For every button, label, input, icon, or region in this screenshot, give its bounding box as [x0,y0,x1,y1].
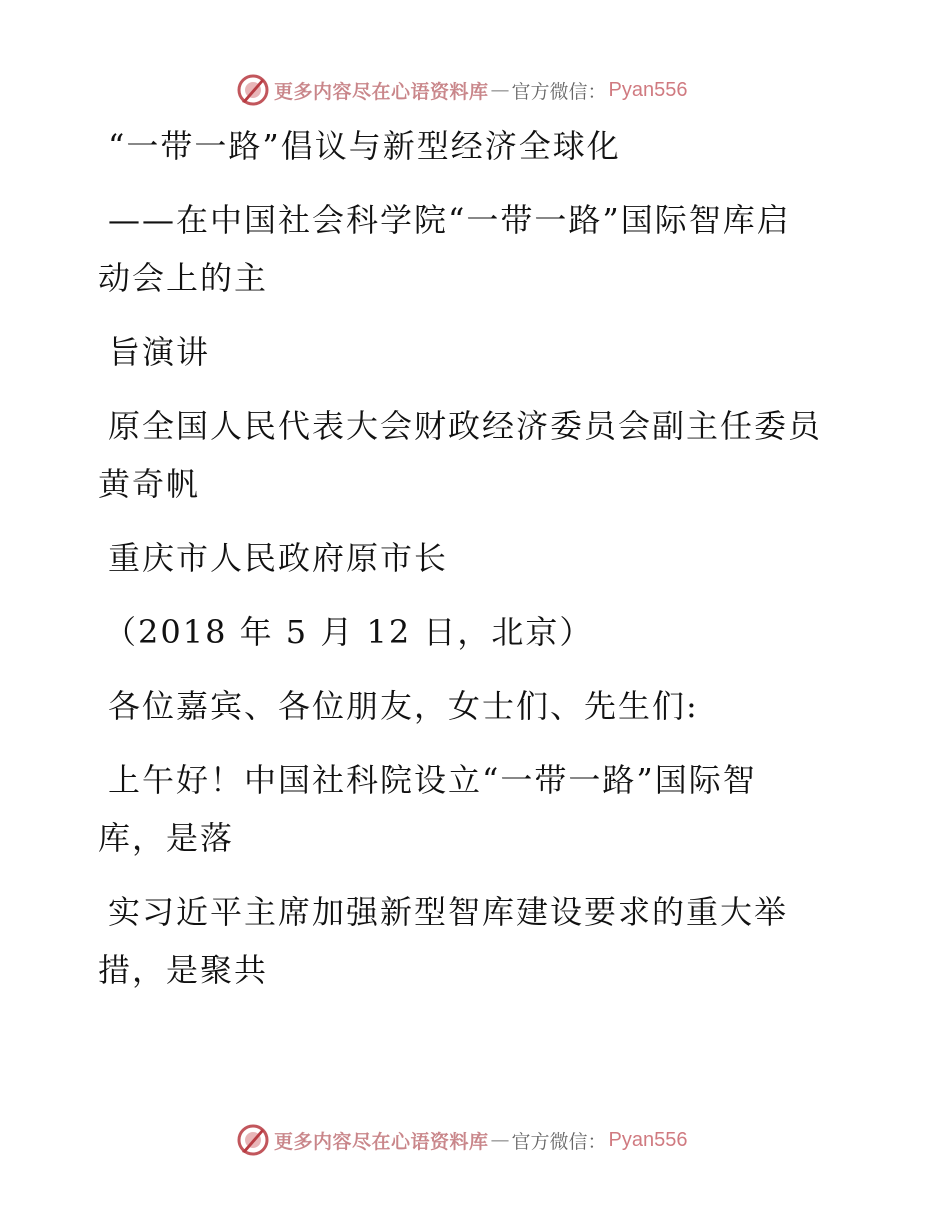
body-line: 措，是聚共 [98,951,269,989]
banner-label: 官方微信： [511,80,607,103]
doc-title: “一带一路”倡议与新型经济全球化 [108,127,621,165]
salutation: 各位嘉宾、各位朋友，女士们、先生们: [108,687,699,725]
speaker-name: 黄奇帆 [98,465,201,503]
doc-subtitle: ——在中国社会科学院“一带一路”国际智库启 [108,201,791,239]
banner-wechat-id: Pyan556 [608,1128,688,1151]
body-line: 库，是落 [98,819,235,857]
banner-text: 更多内容尽在心语资料库 [274,1130,489,1153]
doc-subtitle-cont: 动会上的主 [98,259,269,297]
banner-dash: — [490,79,510,101]
doc-subtitle-end: 旨演讲 [108,333,211,371]
banner-dash: — [490,1129,510,1151]
speaker-title: 原全国人民代表大会财政经济委员会副主任委员 [108,407,823,445]
speech-date: （2018 年 5 月 12 日，北京） [104,613,594,651]
header-banner [236,72,688,108]
speaker-role: 重庆市人民政府原市长 [108,539,449,577]
banner-wechat-id: Pyan556 [608,78,688,101]
footer-banner [236,1122,688,1158]
banner-text: 更多内容尽在心语资料库 [274,80,489,103]
banner-label: 官方微信： [511,1130,607,1153]
body-line: 实习近平主席加强新型智库建设要求的重大举 [108,893,789,931]
quill-circle-icon [236,1123,270,1157]
body-line: 上午好！中国社科院设立“一带一路”国际智 [108,761,757,799]
quill-circle-icon [236,73,270,107]
